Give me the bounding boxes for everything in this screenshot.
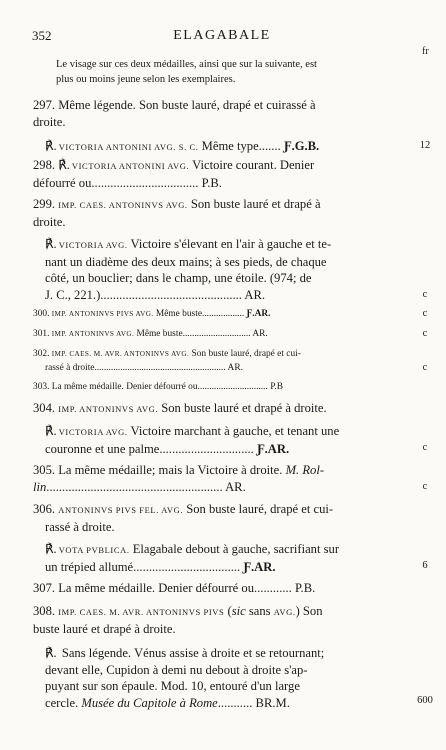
entry-line: côté, un bouclier; dans le champ, une étoile. (974; de xyxy=(45,271,312,285)
price-value: c xyxy=(422,442,428,453)
entry-307 xyxy=(33,580,401,597)
metal-value: Ƒ.AR. xyxy=(246,309,271,319)
entry-number: 298. xyxy=(33,158,56,172)
entry-number: 303. xyxy=(33,382,50,392)
entry-line xyxy=(45,645,413,662)
entry-line xyxy=(33,362,401,376)
entry-line xyxy=(33,603,401,621)
legend-text: VICTORIA ANTONINI AVG. xyxy=(71,161,190,171)
legend-text: VICTORIA AVG. xyxy=(58,427,128,437)
price-value: 600 xyxy=(417,695,433,706)
entry-text: ( xyxy=(224,604,232,618)
price-value: c xyxy=(422,362,428,373)
entry-line xyxy=(33,400,401,418)
reverse-306 xyxy=(33,541,413,575)
legend-text: IMP. CAES. ANTONINVS AVG. xyxy=(58,200,188,210)
page-number: 352 xyxy=(32,28,52,43)
reverse-308 xyxy=(33,645,413,711)
entry-text: ) Son xyxy=(295,604,323,618)
price-value: 12 xyxy=(419,140,431,151)
entry-301 xyxy=(33,328,401,342)
entry-308 xyxy=(33,603,401,637)
entry-299 xyxy=(33,196,401,230)
entry-number: 302. xyxy=(33,349,50,359)
metal-value: BR.M. xyxy=(255,695,290,710)
entry-300 xyxy=(33,308,401,322)
entry-text: Victoire s'élevant en l'air à gauche et te- xyxy=(127,237,332,251)
reverse-symbol: ℟. xyxy=(45,542,57,556)
legend-text: ANTONINVS PIVS FEL. AVG. xyxy=(58,505,184,515)
entry-304 xyxy=(33,400,401,418)
entry-number: 299. xyxy=(33,197,56,211)
entry-text: ........................................................ xyxy=(46,479,226,494)
reverse-297 xyxy=(33,138,413,156)
entry-text: Son buste lauré et drapé à xyxy=(187,197,321,211)
price-column-label: fr xyxy=(422,46,429,57)
metal-value: AR. xyxy=(252,329,268,339)
entry-line xyxy=(33,580,401,597)
entry-number: 306. xyxy=(33,502,56,516)
entry-line xyxy=(33,308,401,322)
entry-line xyxy=(45,559,413,576)
reverse-symbol: ℟. xyxy=(45,237,57,251)
legend-text: IMP. CAES. M. AVR. ANTONINVS PIVS xyxy=(58,607,225,617)
collection-name: M. Rol- xyxy=(285,463,325,477)
entry-text: sans xyxy=(245,604,274,618)
metal-value: Ƒ.G.B. xyxy=(283,139,320,153)
page-header xyxy=(32,28,412,46)
entry-text: Son buste lauré et drapé à droite. xyxy=(158,401,327,415)
entry-text: Même buste............................. xyxy=(134,329,253,339)
entry-number: 301. xyxy=(33,329,50,339)
legend-text: VICTORIA ANTONINI AVG. S. C. xyxy=(58,142,199,152)
entry-text: défourré ou.................................. xyxy=(33,175,202,190)
entry-line: nant un diadème des deux mains; à ses pieds, de chaque xyxy=(45,254,327,269)
collection-name: lin xyxy=(33,479,47,494)
entry-number: 307. xyxy=(33,581,56,595)
entry-line: droite. xyxy=(33,214,66,229)
sic-note: sic xyxy=(231,604,246,618)
entry-line xyxy=(33,501,401,519)
legend-text: IMP. ANTONINVS PIVS AVG. xyxy=(51,310,154,318)
intro-line: Le visage sur ces deux médailles, ainsi que sur la suivante, est xyxy=(56,59,317,70)
page-title: ELAGABALE xyxy=(173,28,271,43)
legend-text: IMP. ANTONINVS AVG. xyxy=(51,330,135,338)
entry-line: droite. xyxy=(33,114,66,129)
entry-text: La même médaille; mais la Victoire à droite. xyxy=(55,463,286,477)
entry-line xyxy=(45,541,413,559)
entry-line xyxy=(45,441,413,458)
entry-text: J. C., 221.)............................................. xyxy=(45,287,245,302)
entry-line xyxy=(45,138,413,156)
entry-line: rassé à droite. xyxy=(45,519,115,534)
entry-line xyxy=(45,236,413,254)
entry-line xyxy=(33,328,401,342)
entry-text: Même type....... xyxy=(198,139,284,153)
reverse-symbol: ℟. xyxy=(45,139,57,153)
entry-305 xyxy=(33,462,401,495)
entry-line: buste lauré et drapé à droite. xyxy=(33,621,176,636)
metal-value: P.B. xyxy=(294,581,316,595)
entry-text: un trépied allumé.................................. xyxy=(45,559,244,574)
entry-text: Elagabale debout à gauche, sacrifiant sur xyxy=(129,542,340,556)
metal-value: Ƒ.AR. xyxy=(243,559,276,574)
entry-number: 308. xyxy=(33,604,56,618)
reverse-symbol: ℟. xyxy=(45,424,57,438)
entry-297 xyxy=(33,97,401,130)
metal-value: AR. xyxy=(244,287,266,302)
price-value: 6 xyxy=(422,560,428,571)
entry-line xyxy=(33,348,401,362)
entry-line xyxy=(45,287,413,304)
entry-text: couronne et une palme.............................. xyxy=(45,441,257,456)
entry-number: 304. xyxy=(33,401,56,415)
entry-text: Même buste.................. xyxy=(153,309,247,319)
reverse-symbol: ℟. xyxy=(45,646,57,660)
entry-line: puyant sur son épaule. Mod. 10, entouré d'un large xyxy=(45,679,300,693)
price-value: c xyxy=(422,481,428,492)
entry-303 xyxy=(33,381,401,395)
intro-line: plus ou moins jeune selon les exemplaires. xyxy=(56,74,236,85)
entry-text: ........... xyxy=(217,695,256,710)
entry-text: Son buste lauré, drapé et cui- xyxy=(189,349,301,359)
reverse-299 xyxy=(33,236,413,303)
price-value: c xyxy=(422,289,428,300)
entry-line: 297. Même légende. Son buste lauré, drapé et cuirassé à xyxy=(33,98,316,112)
entry-line xyxy=(33,479,401,496)
entry-text: Victoire courant. Denier xyxy=(189,158,315,172)
entry-line xyxy=(33,175,401,192)
entry-line xyxy=(33,157,401,175)
legend-text: IMP. ANTONINVS AVG. xyxy=(58,404,159,414)
reverse-304 xyxy=(33,423,413,457)
legend-text: VOTA PVBLICA. xyxy=(58,545,130,555)
price-value: c xyxy=(422,328,428,339)
intro-note xyxy=(56,57,386,87)
entry-298 xyxy=(33,157,401,191)
entry-text: Son buste lauré, drapé et cui- xyxy=(183,502,334,516)
entry-line: devant elle, Cupidon à demi nu debout à droite s'ap- xyxy=(45,662,308,677)
entry-text: La même médaille. Denier défourré ou............ xyxy=(55,581,295,595)
collection-name: Musée du Capitole à Rome xyxy=(81,695,218,710)
price-value: c xyxy=(422,308,428,319)
metal-value: P.B xyxy=(270,382,283,392)
entry-text: cercle. xyxy=(45,695,82,710)
metal-value: AR. xyxy=(227,362,243,373)
legend-text: VICTORIA AVG. xyxy=(58,240,128,250)
legend-text: AVG. xyxy=(273,607,296,617)
entry-line xyxy=(33,196,401,214)
entry-line xyxy=(45,695,413,712)
entry-text: Victoire marchant à gauche, et tenant une xyxy=(127,424,340,438)
legend-text: IMP. CAES. M. AVR. ANTONINVS AVG. xyxy=(51,350,190,358)
entry-number: 300. xyxy=(33,309,50,319)
entry-text: Sans légende. Vénus assise à droite et se retournant; xyxy=(58,646,325,660)
reverse-symbol: ℟. xyxy=(58,158,70,172)
metal-value: P.B. xyxy=(201,175,222,190)
entry-line xyxy=(33,462,401,479)
entry-number: 305. xyxy=(33,463,56,477)
entry-302 xyxy=(33,348,401,376)
entry-306 xyxy=(33,501,401,535)
entry-text: La même médaille. Denier défourré ou.............................. xyxy=(49,382,271,392)
metal-value: AR. xyxy=(225,479,246,494)
entry-text: rassé à droite........................................................ xyxy=(45,362,228,373)
entry-line xyxy=(45,423,413,441)
metal-value: Ƒ.AR. xyxy=(256,441,290,456)
entry-line xyxy=(33,381,401,395)
